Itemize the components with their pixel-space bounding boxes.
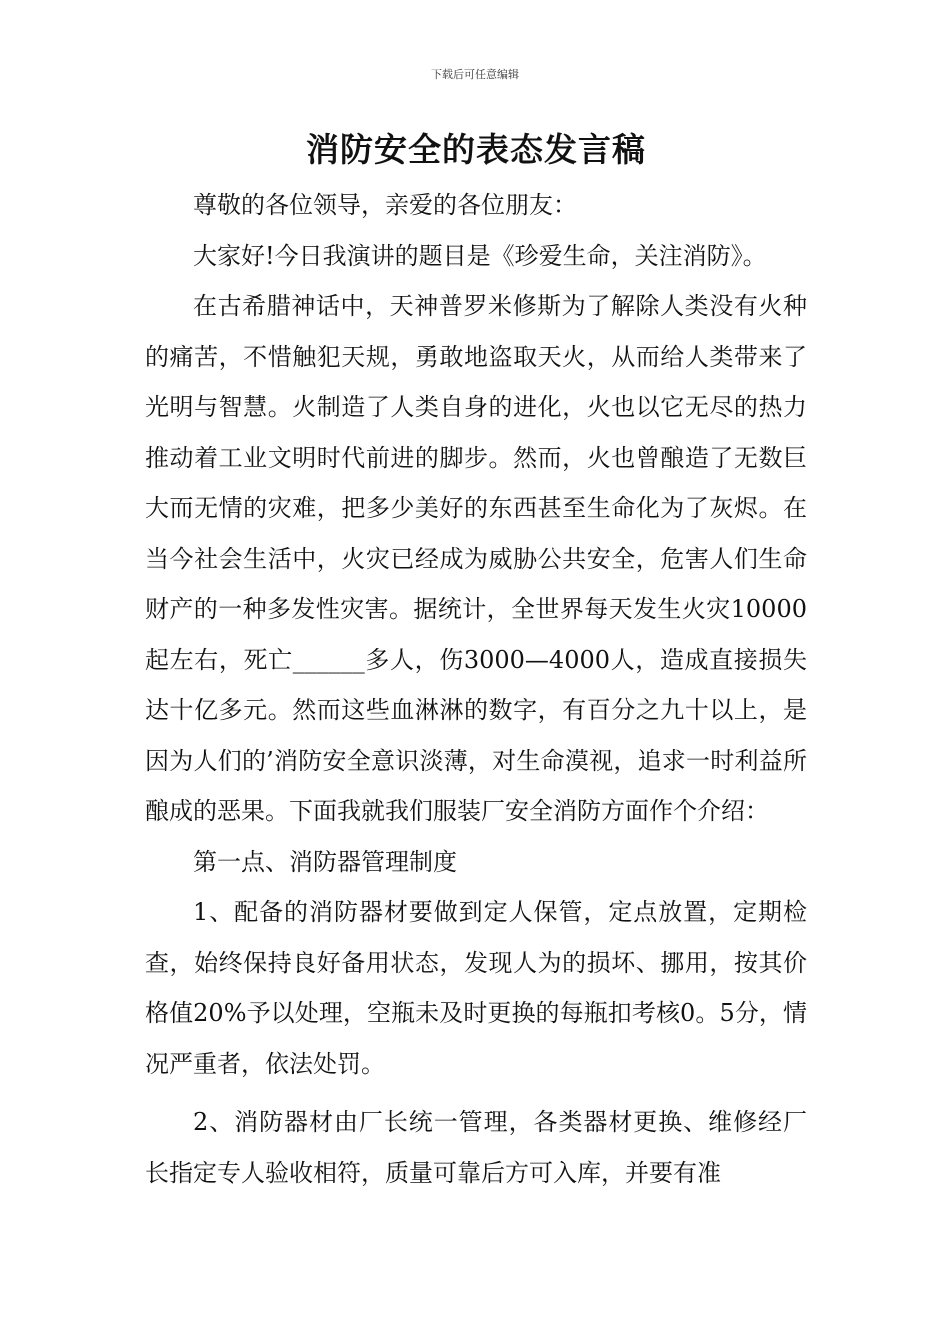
document-body	[145, 180, 807, 1198]
paragraph-greeting: 大家好!今日我演讲的题目是《珍爱生命，关注消防》。	[193, 241, 767, 270]
paragraph-rule-1: 1、配备的消防器材要做到定人保管，定点放置，定期检查，始终保持良好备用状态，发现人为的损坏、挪用，按其价格值20%予以处理，空瓶未及时更换的每瓶扣考核0。5分，情况严重者，依法处罚。	[145, 898, 807, 1078]
header-note: 下载后可任意编辑	[431, 68, 519, 81]
paragraph-rule-2: 2、消防器材由厂长统一管理，各类器材更换、维修经厂长指定专人验收相符，质量可靠后方可入库，并要有准	[145, 1108, 807, 1187]
paragraph-introduction: 在古希腊神话中，天神普罗米修斯为了解除人类没有火种的痛苦，不惜触犯天规，勇敢地盗取天火，从而给人类带来了光明与智慧。火制造了人类自身的进化，火也以它无尽的热力推动着工业文明时代前进的脚步。然而，火也曾酿造了无数巨大而无情的灾难，把多少美好的东西甚至生命化为了灰烬。在当今社会生活中，火灾已经成为威胁公共安全，危害人们生命财产的一种多发性灾害。据统计，全世界每天发生火灾10000起左右，死亡______多人，伤3000—4000人，造成直接损失达十亿多元。然而这些血淋淋的数字，有百分之九十以上，是因为人们的’消防安全意识淡薄，对生命漠视，追求一时利益所酿成的恶果。下面我就我们服装厂安全消防方面作个介绍：	[145, 292, 807, 825]
paragraph-section-heading: 第一点、消防器管理制度	[193, 847, 457, 876]
document-title: 消防安全的表态发言稿	[306, 130, 646, 169]
document-page	[145, 124, 807, 1198]
paragraph-salutation: 尊敬的各位领导，亲爱的各位朋友：	[193, 191, 577, 219]
